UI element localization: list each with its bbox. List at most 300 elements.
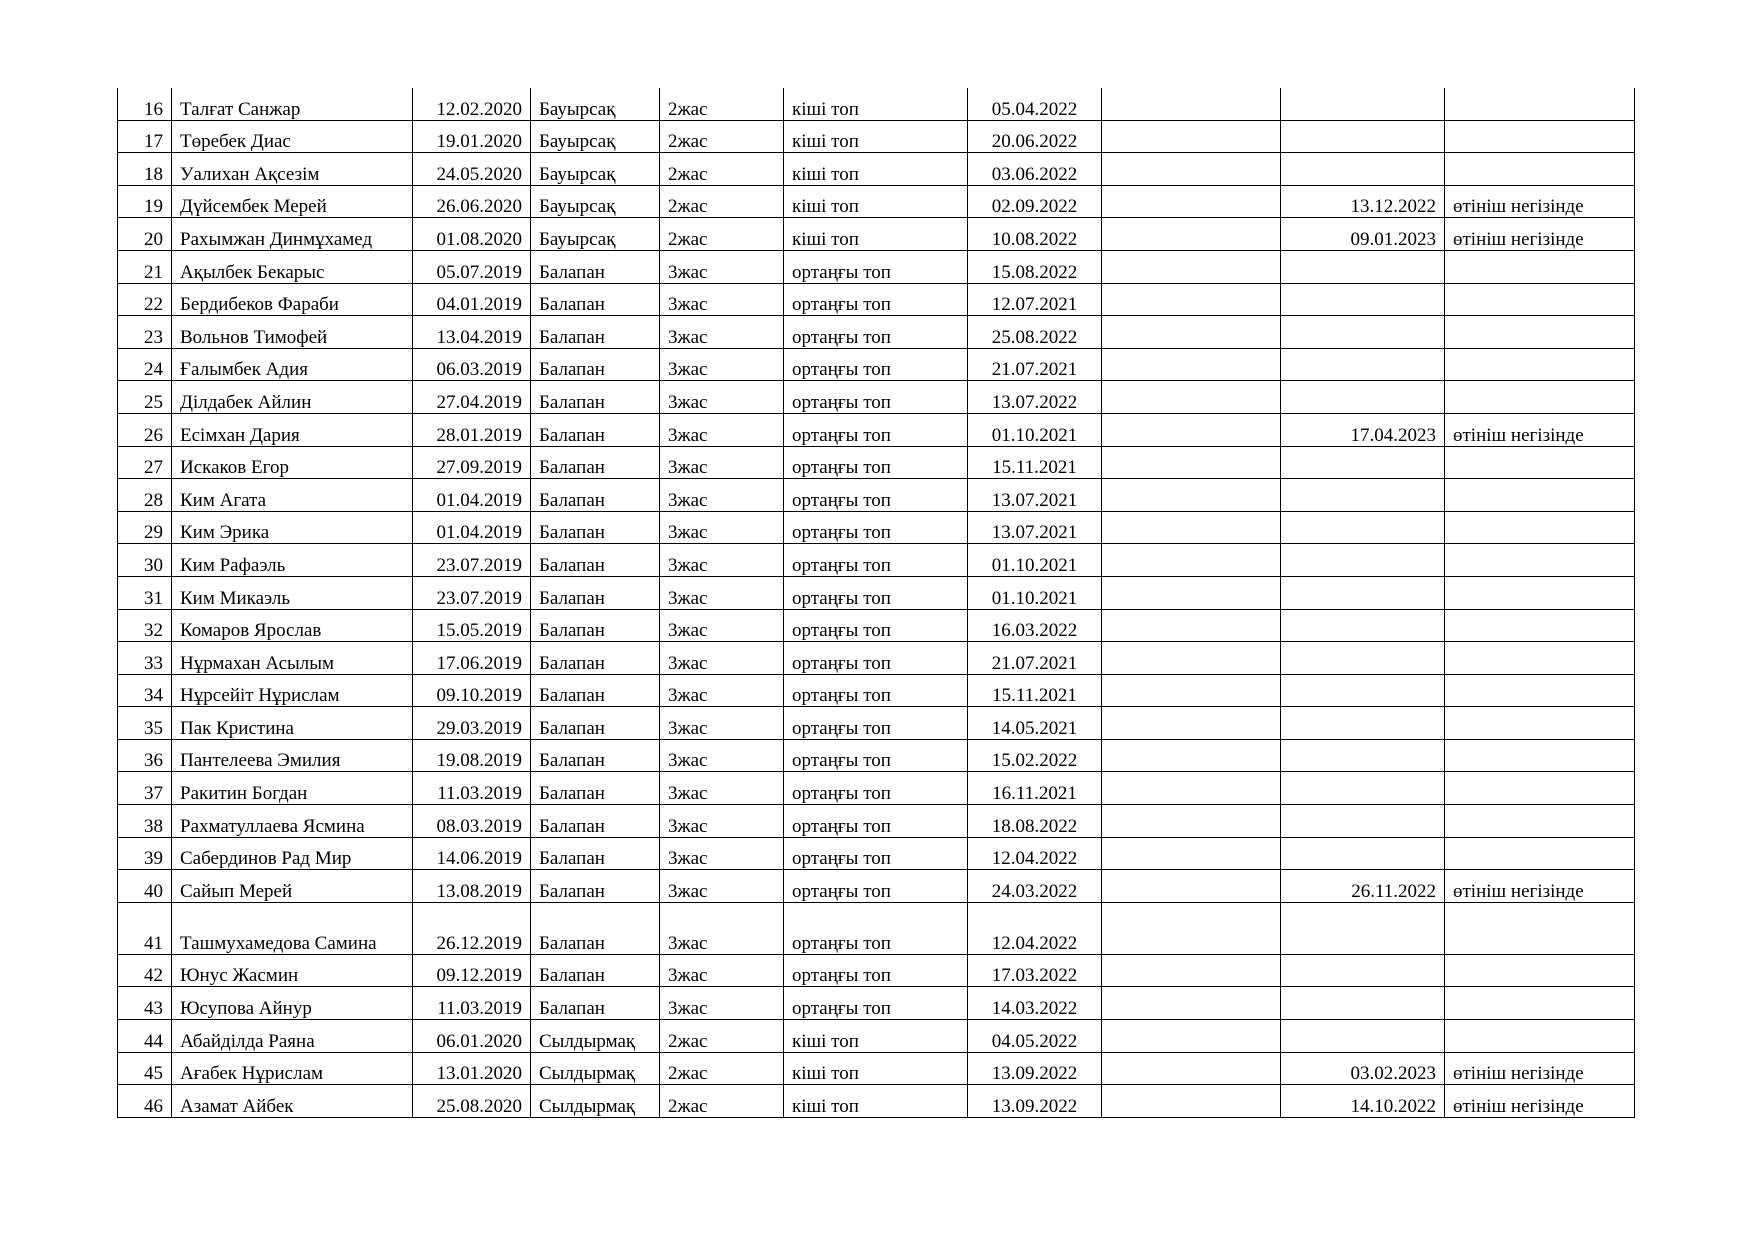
age: 3жас xyxy=(660,707,784,740)
leave-date xyxy=(1281,88,1445,120)
group-name: Балапан xyxy=(531,413,660,446)
leave-reason xyxy=(1445,609,1635,642)
row-number: 17 xyxy=(118,120,172,153)
enrollment-date: 15.08.2022 xyxy=(968,250,1102,283)
birth-date: 19.08.2019 xyxy=(413,739,531,772)
group-category: ортаңғы топ xyxy=(784,674,968,707)
birth-date: 26.06.2020 xyxy=(413,185,531,218)
child-name: Азамат Айбек xyxy=(172,1085,413,1118)
leave-date xyxy=(1281,250,1445,283)
leave-date xyxy=(1281,576,1445,609)
table-row xyxy=(118,446,1635,479)
enrollment-date: 16.03.2022 xyxy=(968,609,1102,642)
age: 3жас xyxy=(660,902,784,954)
leave-date xyxy=(1281,381,1445,414)
age: 3жас xyxy=(660,544,784,577)
child-name: Ділдабек Айлин xyxy=(172,381,413,414)
enrollment-date: 12.04.2022 xyxy=(968,837,1102,870)
row-number: 16 xyxy=(118,88,172,120)
group-category: ортаңғы топ xyxy=(784,902,968,954)
enrollment-date: 16.11.2021 xyxy=(968,772,1102,805)
leave-date: 03.02.2023 xyxy=(1281,1052,1445,1085)
child-name: Нұрсейіт Нұрислам xyxy=(172,674,413,707)
age: 3жас xyxy=(660,348,784,381)
birth-date: 11.03.2019 xyxy=(413,772,531,805)
leave-date xyxy=(1281,954,1445,987)
row-number: 42 xyxy=(118,954,172,987)
note-cell xyxy=(1102,837,1281,870)
note-cell xyxy=(1102,987,1281,1020)
group-category: ортаңғы топ xyxy=(784,348,968,381)
row-number: 21 xyxy=(118,250,172,283)
leave-reason xyxy=(1445,348,1635,381)
age: 2жас xyxy=(660,1020,784,1053)
age: 3жас xyxy=(660,739,784,772)
row-number: 24 xyxy=(118,348,172,381)
child-name: Сайып Мерей xyxy=(172,870,413,903)
enrollment-date: 15.11.2021 xyxy=(968,446,1102,479)
group-category: ортаңғы топ xyxy=(784,316,968,349)
leave-date xyxy=(1281,987,1445,1020)
age: 3жас xyxy=(660,413,784,446)
note-cell xyxy=(1102,870,1281,903)
enrollment-date: 01.10.2021 xyxy=(968,576,1102,609)
birth-date: 23.07.2019 xyxy=(413,576,531,609)
leave-date xyxy=(1281,772,1445,805)
row-number: 22 xyxy=(118,283,172,316)
birth-date: 01.04.2019 xyxy=(413,479,531,512)
table-row xyxy=(118,1085,1635,1118)
leave-reason xyxy=(1445,642,1635,675)
table-row xyxy=(118,609,1635,642)
group-name: Балапан xyxy=(531,707,660,740)
group-category: кіші топ xyxy=(784,120,968,153)
enrollment-date: 14.05.2021 xyxy=(968,707,1102,740)
group-name: Балапан xyxy=(531,772,660,805)
row-number: 38 xyxy=(118,805,172,838)
table-row xyxy=(118,218,1635,251)
child-name: Есімхан Дария xyxy=(172,413,413,446)
row-number: 18 xyxy=(118,153,172,186)
group-category: ортаңғы топ xyxy=(784,870,968,903)
age: 3жас xyxy=(660,609,784,642)
leave-reason xyxy=(1445,153,1635,186)
group-name: Балапан xyxy=(531,446,660,479)
leave-reason xyxy=(1445,446,1635,479)
group-category: ортаңғы топ xyxy=(784,954,968,987)
leave-reason: өтініш негізінде xyxy=(1445,1085,1635,1118)
age: 2жас xyxy=(660,88,784,120)
birth-date: 27.09.2019 xyxy=(413,446,531,479)
row-number: 44 xyxy=(118,1020,172,1053)
child-name: Вольнов Тимофей xyxy=(172,316,413,349)
birth-date: 13.08.2019 xyxy=(413,870,531,903)
table-row xyxy=(118,954,1635,987)
child-name: Комаров Ярослав xyxy=(172,609,413,642)
leave-date xyxy=(1281,283,1445,316)
leave-reason xyxy=(1445,1020,1635,1053)
group-name: Балапан xyxy=(531,902,660,954)
group-name: Бауырсақ xyxy=(531,120,660,153)
child-name: Ағабек Нұрислам xyxy=(172,1052,413,1085)
enrollment-date: 01.10.2021 xyxy=(968,544,1102,577)
birth-date: 27.04.2019 xyxy=(413,381,531,414)
row-number: 29 xyxy=(118,511,172,544)
group-name: Балапан xyxy=(531,381,660,414)
note-cell xyxy=(1102,707,1281,740)
child-name: Искаков Егор xyxy=(172,446,413,479)
group-name: Балапан xyxy=(531,348,660,381)
note-cell xyxy=(1102,902,1281,954)
enrollment-date: 15.02.2022 xyxy=(968,739,1102,772)
row-number: 36 xyxy=(118,739,172,772)
birth-date: 17.06.2019 xyxy=(413,642,531,675)
child-name: Сабердинов Рад Мир xyxy=(172,837,413,870)
age: 3жас xyxy=(660,316,784,349)
group-name: Сылдырмақ xyxy=(531,1020,660,1053)
child-name: Ким Эрика xyxy=(172,511,413,544)
note-cell xyxy=(1102,954,1281,987)
table-row xyxy=(118,185,1635,218)
birth-date: 01.04.2019 xyxy=(413,511,531,544)
group-category: кіші топ xyxy=(784,88,968,120)
group-name: Балапан xyxy=(531,954,660,987)
group-name: Бауырсақ xyxy=(531,218,660,251)
leave-reason xyxy=(1445,739,1635,772)
group-name: Бауырсақ xyxy=(531,153,660,186)
birth-date: 11.03.2019 xyxy=(413,987,531,1020)
group-category: кіші топ xyxy=(784,1052,968,1085)
note-cell xyxy=(1102,381,1281,414)
row-number: 41 xyxy=(118,902,172,954)
enrollment-date: 10.08.2022 xyxy=(968,218,1102,251)
group-category: ортаңғы топ xyxy=(784,576,968,609)
leave-date xyxy=(1281,902,1445,954)
note-cell xyxy=(1102,153,1281,186)
group-name: Балапан xyxy=(531,479,660,512)
leave-date xyxy=(1281,446,1445,479)
leave-reason xyxy=(1445,707,1635,740)
age: 3жас xyxy=(660,674,784,707)
age: 2жас xyxy=(660,1052,784,1085)
birth-date: 09.10.2019 xyxy=(413,674,531,707)
group-name: Бауырсақ xyxy=(531,185,660,218)
note-cell xyxy=(1102,283,1281,316)
birth-date: 23.07.2019 xyxy=(413,544,531,577)
table-row xyxy=(118,120,1635,153)
table-row xyxy=(118,381,1635,414)
group-category: кіші топ xyxy=(784,1085,968,1118)
enrollment-date: 24.03.2022 xyxy=(968,870,1102,903)
note-cell xyxy=(1102,1085,1281,1118)
row-number: 23 xyxy=(118,316,172,349)
age: 3жас xyxy=(660,446,784,479)
note-cell xyxy=(1102,348,1281,381)
table-row xyxy=(118,772,1635,805)
age: 2жас xyxy=(660,153,784,186)
child-name: Төребек Диас xyxy=(172,120,413,153)
leave-reason xyxy=(1445,772,1635,805)
enrollment-date: 17.03.2022 xyxy=(968,954,1102,987)
age: 3жас xyxy=(660,954,784,987)
leave-date xyxy=(1281,479,1445,512)
enrollment-date: 15.11.2021 xyxy=(968,674,1102,707)
group-name: Балапан xyxy=(531,576,660,609)
leave-reason xyxy=(1445,902,1635,954)
note-cell xyxy=(1102,88,1281,120)
leave-reason xyxy=(1445,381,1635,414)
row-number: 46 xyxy=(118,1085,172,1118)
note-cell xyxy=(1102,511,1281,544)
leave-reason xyxy=(1445,316,1635,349)
row-number: 43 xyxy=(118,987,172,1020)
birth-date: 04.01.2019 xyxy=(413,283,531,316)
group-category: ортаңғы топ xyxy=(784,511,968,544)
group-category: ортаңғы топ xyxy=(784,987,968,1020)
group-name: Балапан xyxy=(531,739,660,772)
table-row xyxy=(118,316,1635,349)
table-row xyxy=(118,987,1635,1020)
enrollment-date: 13.07.2022 xyxy=(968,381,1102,414)
leave-date xyxy=(1281,153,1445,186)
group-name: Балапан xyxy=(531,609,660,642)
group-category: ортаңғы топ xyxy=(784,544,968,577)
group-name: Балапан xyxy=(531,250,660,283)
child-name: Уалихан Ақсезім xyxy=(172,153,413,186)
note-cell xyxy=(1102,609,1281,642)
leave-date xyxy=(1281,805,1445,838)
leave-date xyxy=(1281,511,1445,544)
child-name: Ким Рафаэль xyxy=(172,544,413,577)
row-number: 28 xyxy=(118,479,172,512)
leave-reason: өтініш негізінде xyxy=(1445,185,1635,218)
child-name: Рахматуллаева Ясмина xyxy=(172,805,413,838)
note-cell xyxy=(1102,1052,1281,1085)
birth-date: 13.04.2019 xyxy=(413,316,531,349)
table-row xyxy=(118,576,1635,609)
group-name: Балапан xyxy=(531,544,660,577)
group-category: ортаңғы топ xyxy=(784,805,968,838)
row-number: 39 xyxy=(118,837,172,870)
enrollment-date: 13.09.2022 xyxy=(968,1052,1102,1085)
leave-reason xyxy=(1445,805,1635,838)
birth-date: 13.01.2020 xyxy=(413,1052,531,1085)
leave-date: 14.10.2022 xyxy=(1281,1085,1445,1118)
row-number: 20 xyxy=(118,218,172,251)
note-cell xyxy=(1102,674,1281,707)
leave-reason xyxy=(1445,544,1635,577)
row-number: 30 xyxy=(118,544,172,577)
table-row xyxy=(118,153,1635,186)
note-cell xyxy=(1102,772,1281,805)
leave-date xyxy=(1281,837,1445,870)
enrollment-date: 05.04.2022 xyxy=(968,88,1102,120)
table-row xyxy=(118,642,1635,675)
row-number: 27 xyxy=(118,446,172,479)
note-cell xyxy=(1102,413,1281,446)
group-category: кіші топ xyxy=(784,185,968,218)
note-cell xyxy=(1102,544,1281,577)
row-number: 40 xyxy=(118,870,172,903)
note-cell xyxy=(1102,316,1281,349)
child-name: Ким Микаэль xyxy=(172,576,413,609)
enrollment-date: 20.06.2022 xyxy=(968,120,1102,153)
leave-reason xyxy=(1445,674,1635,707)
age: 3жас xyxy=(660,870,784,903)
birth-date: 09.12.2019 xyxy=(413,954,531,987)
child-name: Нұрмахан Асылым xyxy=(172,642,413,675)
age: 3жас xyxy=(660,479,784,512)
table-row xyxy=(118,707,1635,740)
group-category: ортаңғы топ xyxy=(784,739,968,772)
enrollment-date: 14.03.2022 xyxy=(968,987,1102,1020)
age: 3жас xyxy=(660,381,784,414)
birth-date: 12.02.2020 xyxy=(413,88,531,120)
child-name: Ракитин Богдан xyxy=(172,772,413,805)
age: 3жас xyxy=(660,283,784,316)
note-cell xyxy=(1102,218,1281,251)
row-number: 33 xyxy=(118,642,172,675)
table-row xyxy=(118,544,1635,577)
enrollment-date: 18.08.2022 xyxy=(968,805,1102,838)
leave-reason: өтініш негізінде xyxy=(1445,1052,1635,1085)
note-cell xyxy=(1102,120,1281,153)
birth-date: 06.01.2020 xyxy=(413,1020,531,1053)
note-cell xyxy=(1102,479,1281,512)
birth-date: 26.12.2019 xyxy=(413,902,531,954)
age: 2жас xyxy=(660,185,784,218)
child-name: Пак Кристина xyxy=(172,707,413,740)
enrollment-date: 12.07.2021 xyxy=(968,283,1102,316)
enrollment-date: 21.07.2021 xyxy=(968,348,1102,381)
table-row xyxy=(118,283,1635,316)
table-row xyxy=(118,348,1635,381)
birth-date: 08.03.2019 xyxy=(413,805,531,838)
birth-date: 15.05.2019 xyxy=(413,609,531,642)
birth-date: 01.08.2020 xyxy=(413,218,531,251)
leave-reason xyxy=(1445,283,1635,316)
age: 3жас xyxy=(660,576,784,609)
birth-date: 19.01.2020 xyxy=(413,120,531,153)
leave-reason xyxy=(1445,120,1635,153)
leave-date xyxy=(1281,674,1445,707)
group-category: ортаңғы топ xyxy=(784,837,968,870)
group-category: ортаңғы топ xyxy=(784,381,968,414)
table-row xyxy=(118,805,1635,838)
group-category: ортаңғы топ xyxy=(784,446,968,479)
enrollment-date: 01.10.2021 xyxy=(968,413,1102,446)
leave-reason xyxy=(1445,250,1635,283)
leave-reason xyxy=(1445,479,1635,512)
row-number: 34 xyxy=(118,674,172,707)
note-cell xyxy=(1102,250,1281,283)
leave-date: 26.11.2022 xyxy=(1281,870,1445,903)
age: 2жас xyxy=(660,1085,784,1118)
leave-date xyxy=(1281,348,1445,381)
table-row xyxy=(118,837,1635,870)
leave-reason: өтініш негізінде xyxy=(1445,870,1635,903)
birth-date: 06.03.2019 xyxy=(413,348,531,381)
age: 3жас xyxy=(660,805,784,838)
leave-date: 09.01.2023 xyxy=(1281,218,1445,251)
leave-date xyxy=(1281,316,1445,349)
row-number: 45 xyxy=(118,1052,172,1085)
group-name: Балапан xyxy=(531,316,660,349)
birth-date: 29.03.2019 xyxy=(413,707,531,740)
group-name: Балапан xyxy=(531,674,660,707)
age: 3жас xyxy=(660,250,784,283)
group-category: ортаңғы топ xyxy=(784,707,968,740)
child-name: Ғалымбек Адия xyxy=(172,348,413,381)
leave-reason xyxy=(1445,576,1635,609)
leave-reason xyxy=(1445,954,1635,987)
group-name: Балапан xyxy=(531,870,660,903)
group-name: Сылдырмақ xyxy=(531,1052,660,1085)
note-cell xyxy=(1102,1020,1281,1053)
leave-date xyxy=(1281,642,1445,675)
birth-date: 05.07.2019 xyxy=(413,250,531,283)
table-row xyxy=(118,870,1635,903)
leave-date xyxy=(1281,544,1445,577)
child-name: Талғат Санжар xyxy=(172,88,413,120)
group-name: Балапан xyxy=(531,511,660,544)
child-name: Рахымжан Динмұхамед xyxy=(172,218,413,251)
age: 3жас xyxy=(660,511,784,544)
group-category: кіші топ xyxy=(784,153,968,186)
group-category: ортаңғы топ xyxy=(784,479,968,512)
row-number: 25 xyxy=(118,381,172,414)
note-cell xyxy=(1102,446,1281,479)
table-row xyxy=(118,511,1635,544)
leave-date xyxy=(1281,707,1445,740)
group-category: ортаңғы топ xyxy=(784,283,968,316)
group-name: Балапан xyxy=(531,283,660,316)
enrollment-date: 13.07.2021 xyxy=(968,511,1102,544)
note-cell xyxy=(1102,739,1281,772)
leave-date xyxy=(1281,739,1445,772)
table-row xyxy=(118,1020,1635,1053)
table-row xyxy=(118,739,1635,772)
note-cell xyxy=(1102,185,1281,218)
enrollment-date: 03.06.2022 xyxy=(968,153,1102,186)
leave-date: 13.12.2022 xyxy=(1281,185,1445,218)
age: 3жас xyxy=(660,837,784,870)
group-name: Балапан xyxy=(531,642,660,675)
group-name: Балапан xyxy=(531,837,660,870)
row-number: 26 xyxy=(118,413,172,446)
roster-body xyxy=(118,88,1635,1117)
enrollment-date: 25.08.2022 xyxy=(968,316,1102,349)
child-name: Ташмухамедова Самина xyxy=(172,902,413,954)
birth-date: 24.05.2020 xyxy=(413,153,531,186)
age: 3жас xyxy=(660,772,784,805)
group-category: ортаңғы топ xyxy=(784,250,968,283)
enrollment-date: 02.09.2022 xyxy=(968,185,1102,218)
table-row xyxy=(118,902,1635,954)
enrollment-date: 21.07.2021 xyxy=(968,642,1102,675)
note-cell xyxy=(1102,642,1281,675)
age: 3жас xyxy=(660,642,784,675)
age: 2жас xyxy=(660,120,784,153)
leave-date xyxy=(1281,120,1445,153)
leave-date: 17.04.2023 xyxy=(1281,413,1445,446)
child-name: Абайділда Раяна xyxy=(172,1020,413,1053)
leave-reason xyxy=(1445,837,1635,870)
note-cell xyxy=(1102,576,1281,609)
row-number: 19 xyxy=(118,185,172,218)
child-name: Пантелеева Эмилия xyxy=(172,739,413,772)
table-row xyxy=(118,1052,1635,1085)
